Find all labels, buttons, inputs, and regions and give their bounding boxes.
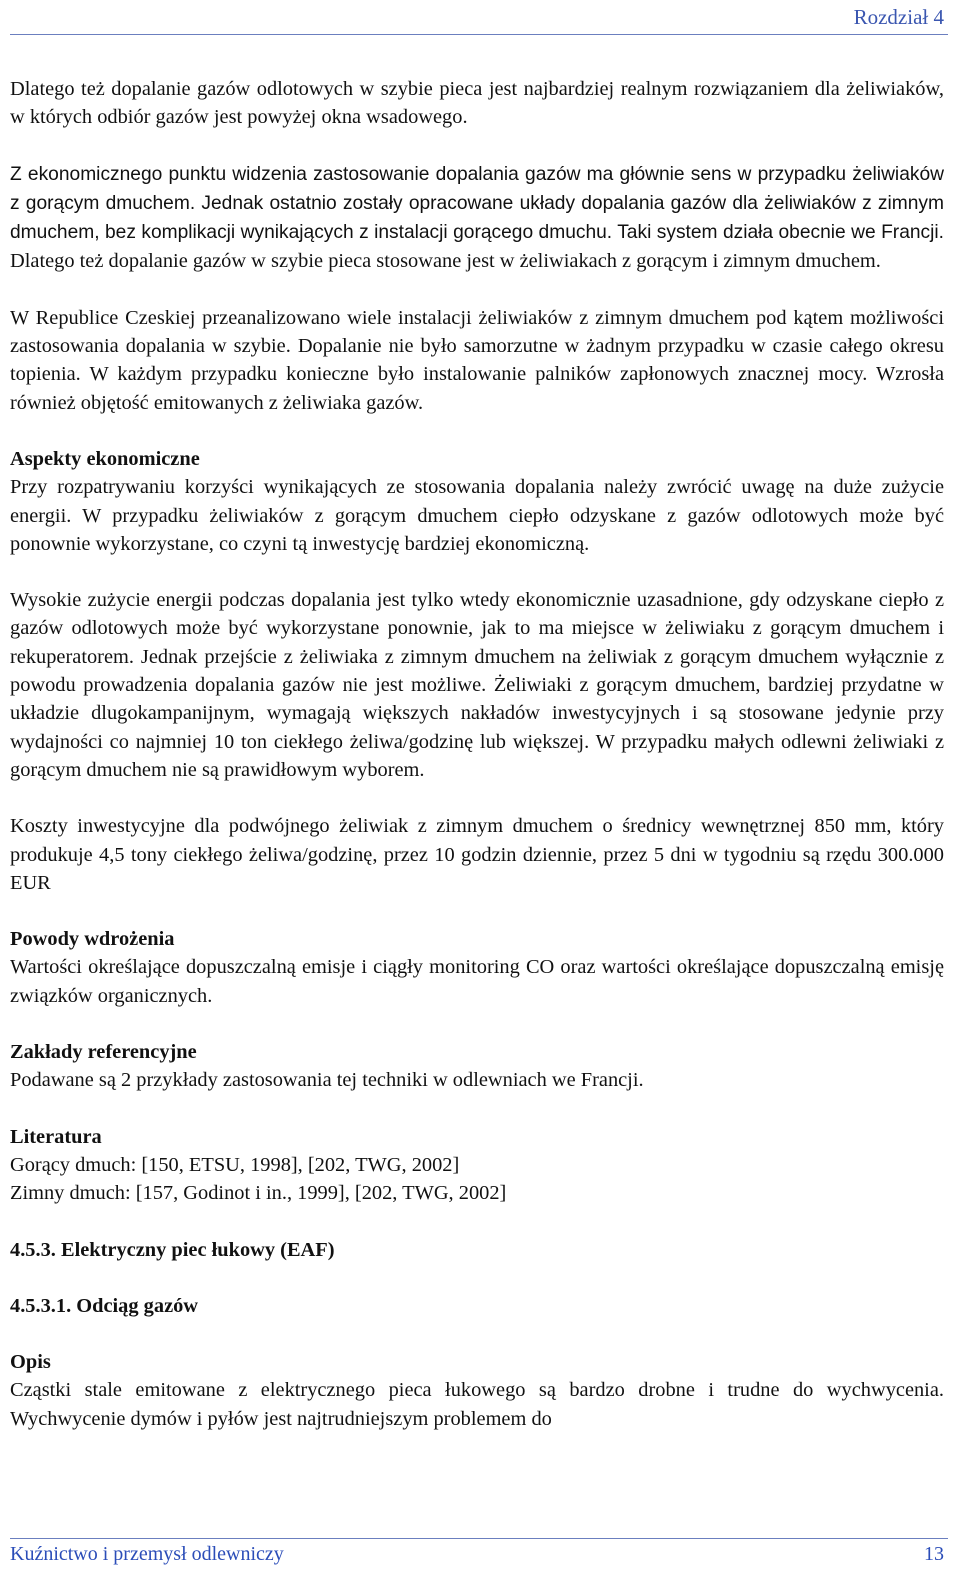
paragraph-9: Cząstki stale emitowane z elektrycznego pieca łukowego są bardzo drobne i trudne do wychwycenia. Wychwycenie dymów i pyłów jest najtrudniejszym problemem do: [10, 1379, 944, 1430]
heading-section-4-5-3: 4.5.3. Elektryczny piec łukowy (EAF): [10, 1238, 335, 1261]
paragraph-7: Wartości określające dopuszczalną emisje i ciągły monitoring CO oraz wartości określające dopuszczalną emisję związków organicznych.: [10, 956, 944, 1007]
heading-zaklady-referencyjne: Zakłady referencyjne: [10, 1041, 197, 1064]
page-number: 13: [924, 1543, 944, 1565]
paragraph-5: Wysokie zużycie energii podczas dopalania jest tylko wtedy ekonomicznie uzasadnione, gdy odzyskane ciepło z gazów odlotowych może być wykorzystane ponownie, jak to ma miejsce w żeliwiaku z gorącym dmuchem i rekuperatorem. Jednak przejście z żeliwiaka z zimnym dmuchem na żeliwiak z gorącym dmuchem wyłącznie z powodu prowadzenia dopalania gazów nie jest możliwe. Żeliwiaki z gorącym dmuchem, bardziej przydatne w układzie dlugokampanijnym, wymagają większych nakładów inwestycyjnych i są stosowane jedynie przy wydajności co najmniej 10 ton ciekłego żeliwa/godzinę lub większej. W przypadku małych odlewni żeliwiaki z gorącym dmuchem nie są prawidłowym wyborem.: [10, 589, 944, 781]
footer-title: Kuźnictwo i przemysł odlewniczy: [10, 1543, 284, 1565]
paragraph-3: W Republice Czeskiej przeanalizowano wiele instalacji żeliwiaków z zimnym dmuchem pod kątem możliwości zastosowania dopalania w szybie. Dopalanie nie było samorzutne w żadnym przypadku w czasie całego okresu topienia. W każdym przypadku konieczne było instalowanie palników zapłonowych znacznej mocy. Wzrosła również objętość emitowanych z żeliwiaka gazów.: [10, 306, 944, 414]
paragraph-4: Przy rozpatrywaniu korzyści wynikających ze stosowania dopalania należy zwrócić uwagę na duże zużycie energii. W przypadku żeliwiaków z gorącym dmuchem ciepło odzyskane z gazów odlotowych może być ponownie wykorzystane, co czyni tą inwestycję bardziej ekonomiczną.: [10, 476, 944, 555]
document-body: [10, 75, 944, 1433]
page-header: [10, 4, 948, 35]
heading-literatura: Literatura: [10, 1125, 102, 1148]
chapter-label: Rozdział 4: [853, 5, 944, 29]
literature-item-2: Zimny dmuch: [157, Godinot i in., 1999], [202, TWG, 2002]: [10, 1182, 507, 1205]
heading-powody-wdrozenia: Powody wdrożenia: [10, 928, 175, 951]
paragraph-6: Koszty inwestycyjne dla podwójnego żeliwiak z zimnym dmuchem o średnicy wewnętrznej 850 mm, który produkuje 4,5 tony ciekłego żeliwa/godzinę, przez 10 godzin dziennie, przez 5 dni w tygodniu są rzędu 300.000 EUR: [10, 815, 944, 894]
paragraph-2-part-a: Z ekonomicznego punktu widzenia zastosowanie dopalania gazów ma głównie sens w przypadku żeliwiaków z gorącym dmuchem.: [10, 163, 944, 214]
paragraph-2: [10, 160, 944, 276]
heading-opis: Opis: [10, 1351, 51, 1374]
page-footer: [10, 1538, 948, 1579]
paragraph-1: Dlatego też dopalanie gazów odlotowych w szybie pieca jest najbardziej realnym rozwiązaniem dla żeliwiaków, w których odbiór gazów jest powyżej okna wsadowego.: [10, 78, 944, 129]
paragraph-8: Podawane są 2 przykłady zastosowania tej techniki w odlewniach we Francji.: [10, 1069, 644, 1092]
paragraph-2-part-c: Dlatego też dopalanie gazów w szybie pieca stosowane jest w żeliwiakach z gorącym i zimnym dmuchem.: [10, 250, 881, 273]
literature-item-1: Gorący dmuch: [150, ETSU, 1998], [202, TWG, 2002]: [10, 1153, 460, 1176]
paragraph-2-part-b: Jednak ostatnio zostały opracowane układy dopalania gazów dla żeliwiaków z zimnym dmuchem, bez komplikacji wynikających z instalacji gorącego dmuchu. Taki system działa obecnie we Francji.: [10, 192, 944, 244]
heading-aspekty-ekonomiczne: Aspekty ekonomiczne: [10, 447, 200, 470]
heading-section-4-5-3-1: 4.5.3.1. Odciąg gazów: [10, 1294, 199, 1317]
